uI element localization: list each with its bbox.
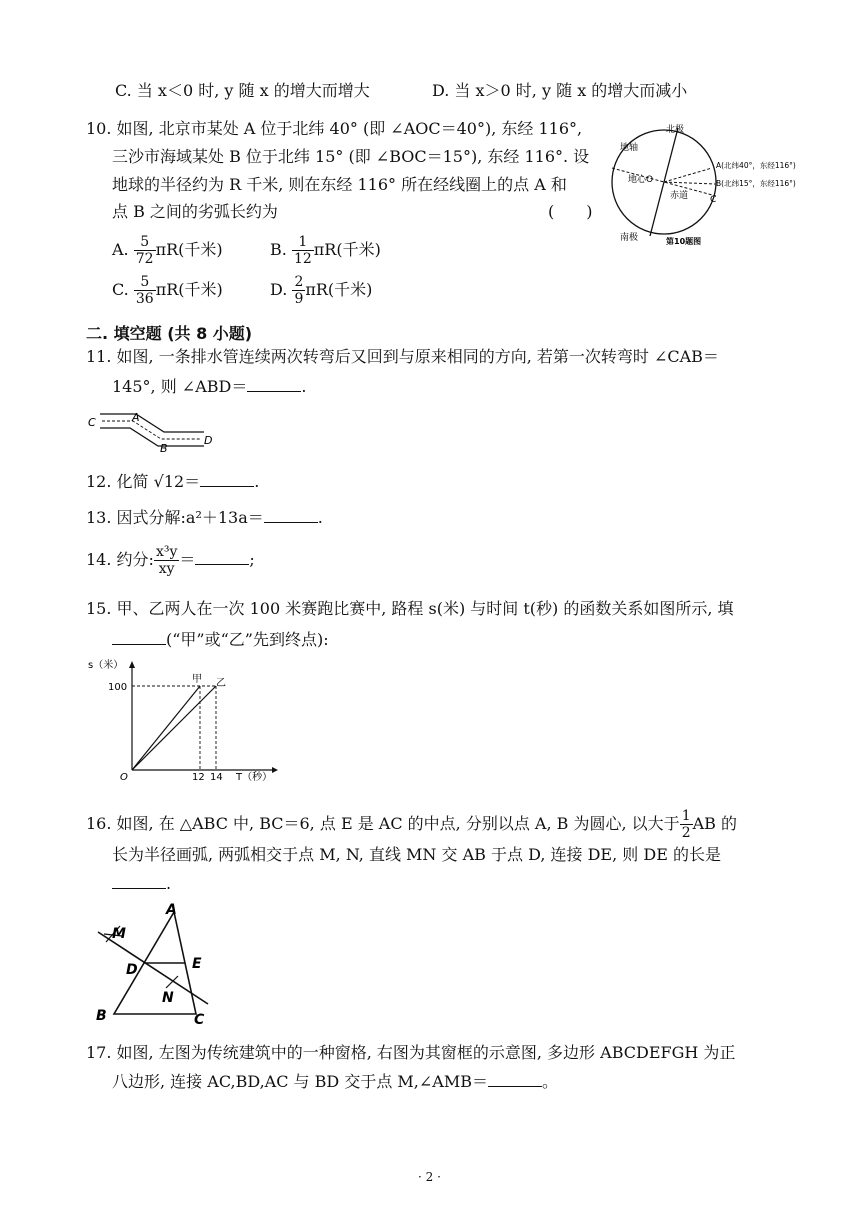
answer-blank <box>488 1070 542 1087</box>
point-a: A <box>132 411 140 424</box>
q16-triangle-figure <box>86 896 226 1028</box>
q10-line1: 10. 如图, 北京市某处 A 位于北纬 40° (即 ∠AOC＝40°), 东经 116°, <box>86 119 583 138</box>
y-tick-100: 100 <box>108 682 128 693</box>
point-m: M <box>112 926 126 942</box>
q10-option-d: D. $\frac{2}{9}$ πR(千米) <box>270 274 373 307</box>
page-number: · 2 · <box>418 1170 441 1184</box>
q16-line1: 16. 如图, 在 △ABC 中, BC＝6, 点 E 是 AC 的中点, 分别以点 A, B 为圆心, 以大于 $\frac{1}{2}$ AB 的 <box>86 808 738 841</box>
answer-blank <box>112 628 166 645</box>
y-axis-label: s（米） <box>88 660 124 671</box>
q10-option-b: B. $\frac{1}{12}$ πR(千米) <box>270 234 381 267</box>
q10-answer-paren: ( ) <box>548 202 593 221</box>
line-jia <box>132 686 200 770</box>
answer-blank <box>200 470 254 487</box>
option-label: D. <box>270 280 288 299</box>
q10-option-a: A. $\frac{5}{72}$ πR(千米) <box>112 234 223 267</box>
point-d: D <box>204 434 213 447</box>
q11-pipe-figure <box>86 404 226 454</box>
q10-line4: 点 B 之间的劣弧长约为 <box>112 202 278 221</box>
q15-race-graph <box>86 656 286 786</box>
label-jia: 甲 <box>192 674 202 685</box>
south-pole-label: 南极 <box>620 233 639 243</box>
point-c-label: C <box>710 195 717 205</box>
point-d: D <box>126 962 138 978</box>
q11-line2: 145°, 则 ∠ABD＝ . <box>112 377 307 396</box>
fraction: $\frac{1}{12}$ <box>293 234 312 267</box>
point-e: E <box>192 956 202 972</box>
fraction: $\frac{2}{9}$ <box>294 274 304 307</box>
point-c: C <box>88 416 96 429</box>
equator-label: 赤道 <box>670 191 689 201</box>
point-a-label: A(北纬40°，东经116°) <box>716 161 796 170</box>
label-yi: 乙 <box>216 678 226 689</box>
q12: 12. 化简 √12＝ . <box>86 472 260 491</box>
point-b: B <box>96 1008 107 1024</box>
line-yi <box>132 686 216 770</box>
point-n: N <box>162 990 174 1006</box>
q11-line1: 11. 如图, 一条排水管连续两次转弯后又回到与原来相同的方向, 若第一次转弯时 ∠CAB＝ <box>86 347 719 366</box>
q17-line1: 17. 如图, 左图为传统建筑中的一种窗格, 右图为其窗框的示意图, 多边形 ABCDEFGH 为正 <box>86 1043 736 1062</box>
figure-caption: 第10题图 <box>666 237 702 246</box>
option-label: C. <box>112 280 129 299</box>
center-label: 地心O <box>628 175 654 185</box>
q10-line2: 三沙市海域某处 B 位于北纬 15° (即 ∠BOC＝15°), 东经 116°. 设 <box>112 147 590 166</box>
point-b-label: B(北纬15°，东经116°) <box>716 179 796 188</box>
x-axis-label: T（秒） <box>236 772 273 783</box>
x-tick-14: 14 <box>210 772 223 783</box>
q10-globe-figure <box>604 120 804 250</box>
point-a: A <box>166 902 177 918</box>
option-label: A. <box>112 240 129 259</box>
q9-option-c: C. 当 x＜0 时, y 随 x 的增大而增大 <box>115 81 370 100</box>
x-tick-12: 12 <box>192 772 205 783</box>
fraction: $\frac{\text{x³y}}{xy}$ <box>155 544 178 577</box>
q10-option-c: C. $\frac{5}{36}$ πR(千米) <box>112 274 223 307</box>
answer-blank <box>247 375 301 392</box>
north-pole-label: 北极 <box>666 125 685 135</box>
q16-line3: . <box>112 872 171 895</box>
answer-blank <box>112 872 166 889</box>
q15-line1: 15. 甲、乙两人在一次 100 米赛跑比赛中, 路程 s(米) 与时间 t(秒) 的函数关系如图所示, 填 <box>86 599 734 618</box>
point-b: B <box>160 442 168 454</box>
q17-line2: 八边形, 连接 AC,BD,AC 与 BD 交于点 M,∠AMB＝ 。 <box>112 1072 558 1091</box>
q13: 13. 因式分解:a²＋13a＝ . <box>86 508 323 527</box>
option-label: B. <box>270 240 287 259</box>
fraction: $\frac{5}{36}$ <box>135 274 154 307</box>
answer-blank <box>264 506 318 523</box>
section-title: 二. 填空题 (共 8 小题) <box>86 324 253 343</box>
q14: 14. 约分: $\frac{\text{x³y}}{xy}$ ＝ ; <box>86 544 255 577</box>
fraction: $\frac{1}{2}$ <box>681 808 691 841</box>
q16-line2: 长为半径画弧, 两弧相交于点 M, N, 直线 MN 交 AB 于点 D, 连接 DE, 则 DE 的长是 <box>112 845 721 864</box>
answer-blank <box>195 548 249 565</box>
q10-line3: 地球的半径约为 R 千米, 则在东经 116° 所在经线圈上的点 A 和 <box>112 175 567 194</box>
q9-option-d: D. 当 x＞0 时, y 随 x 的增大而减小 <box>432 81 688 100</box>
fraction: $\frac{5}{72}$ <box>135 234 154 267</box>
axis-label: 地轴 <box>620 143 639 153</box>
point-c: C <box>194 1012 205 1028</box>
q15-line2: (“甲”或“乙”先到终点): <box>112 628 329 651</box>
origin-label: O <box>120 772 128 783</box>
